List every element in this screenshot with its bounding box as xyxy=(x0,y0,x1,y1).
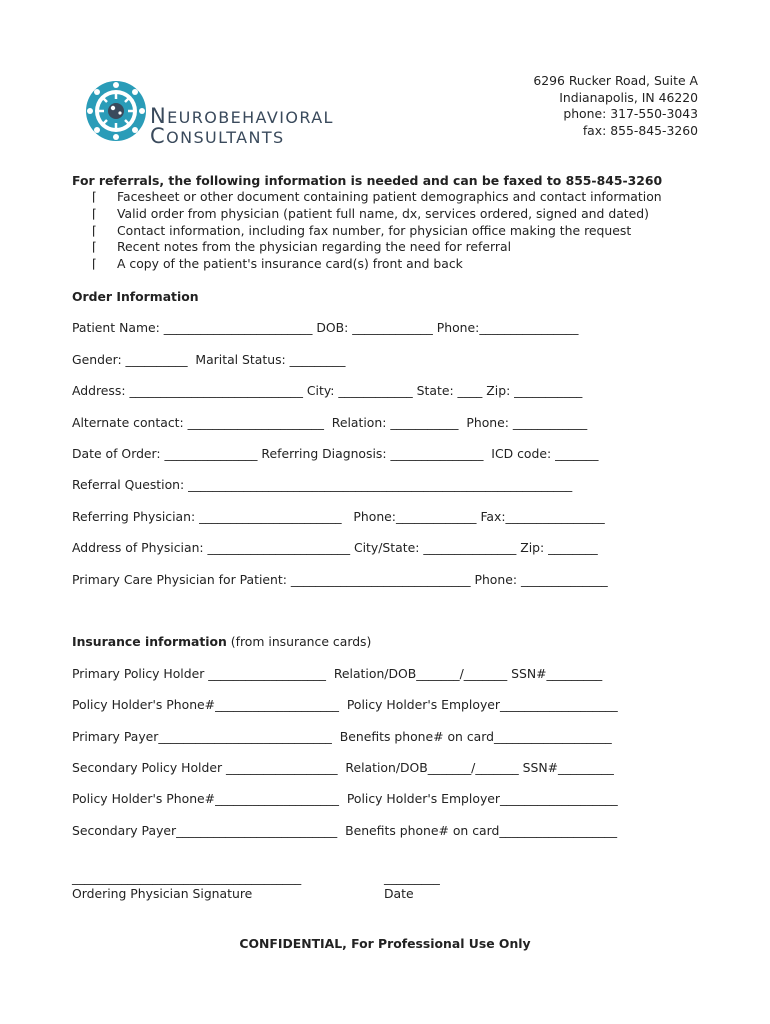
brain-emblem-icon xyxy=(84,79,148,143)
date-line[interactable]: _________ xyxy=(384,870,440,885)
list-item: ⌈ Facesheet or other document containing patient demographics and contact information xyxy=(92,189,662,204)
signature-line[interactable]: _____________________________________ xyxy=(72,870,302,885)
referral-instructions: For referrals, the following information is needed and can be faxed to 855-845-3260 xyxy=(72,173,663,188)
policy-holder-phone-row[interactable]: Policy Holder's Phone#____________________ Policy Holder's Employer___________________ xyxy=(72,697,618,712)
primary-care-physician-row[interactable]: Primary Care Physician for Patient: _____________________________ Phone: ______________ xyxy=(72,572,608,587)
logo-wordmark: NEUROBEHAVIORAL CONSULTANTS xyxy=(150,104,334,148)
patient-name-row[interactable]: Patient Name: ________________________ DOB: _____________ Phone:________________ xyxy=(72,320,579,335)
fax-number: fax: 855-845-3260 xyxy=(582,122,698,138)
address-row[interactable]: Address: ____________________________ City: ____________ State: ____ Zip: ___________ xyxy=(72,383,583,398)
bullet-icon: ⌈ xyxy=(92,205,97,221)
bullet-icon: ⌈ xyxy=(92,239,97,255)
phone-number: phone: 317-550-3043 xyxy=(563,106,698,121)
primary-policy-holder-row[interactable]: Primary Policy Holder ___________________ Relation/DOB_______/_______ SSN#_________ xyxy=(72,666,603,681)
requirements-list xyxy=(92,189,662,273)
bullet-icon: ⌈ xyxy=(92,189,97,204)
secondary-policy-holder-phone-row[interactable]: Policy Holder's Phone#____________________ Policy Holder's Employer___________________ xyxy=(72,791,618,806)
list-item: ⌈ Valid order from physician (patient full name, dx, services ordered, signed and dated) xyxy=(92,205,649,221)
signature-label: Ordering Physician Signature xyxy=(72,886,253,901)
order-information-heading: Order Information xyxy=(72,289,199,304)
secondary-policy-holder-row[interactable]: Secondary Policy Holder __________________ Relation/DOB_______/_______ SSN#_________ xyxy=(72,760,614,775)
date-label: Date xyxy=(384,886,414,901)
list-item: ⌈ Contact information, including fax number, for physician office making the request xyxy=(92,222,632,238)
confidential-notice: CONFIDENTIAL, For Professional Use Only xyxy=(239,936,531,951)
company-logo xyxy=(84,79,384,149)
bullet-icon: ⌈ xyxy=(92,256,97,272)
alternate-contact-row[interactable]: Alternate contact: ______________________ Relation: ___________ Phone: ____________ xyxy=(72,415,588,430)
physician-address-row[interactable]: Address of Physician: _______________________ City/State: _______________ Zip: ________ xyxy=(72,540,598,555)
street-address: 6296 Rucker Road, Suite A xyxy=(533,73,698,88)
referring-physician-row[interactable]: Referring Physician: _______________________ Phone:_____________ Fax:________________ xyxy=(72,509,605,524)
city-address: Indianapolis, IN 46220 xyxy=(559,89,698,105)
bullet-icon: ⌈ xyxy=(92,222,97,238)
date-of-order-row[interactable]: Date of Order: _______________ Referring Diagnosis: _______________ ICD code: _______ xyxy=(72,446,599,461)
contact-address-block xyxy=(533,73,698,139)
gender-row[interactable]: Gender: __________ Marital Status: _________ xyxy=(72,352,346,367)
primary-payer-row[interactable]: Primary Payer____________________________ Benefits phone# on card___________________ xyxy=(72,729,612,744)
insurance-information-heading: Insurance information (from insurance cards) xyxy=(72,634,372,649)
list-item: ⌈ A copy of the patient's insurance card(s) front and back xyxy=(92,256,463,272)
referral-question-row[interactable]: Referral Question: ______________________________________________________________ xyxy=(72,477,573,492)
list-item: ⌈ Recent notes from the physician regarding the need for referral xyxy=(92,239,512,255)
secondary-payer-row[interactable]: Secondary Payer__________________________ Benefits phone# on card___________________ xyxy=(72,823,618,838)
